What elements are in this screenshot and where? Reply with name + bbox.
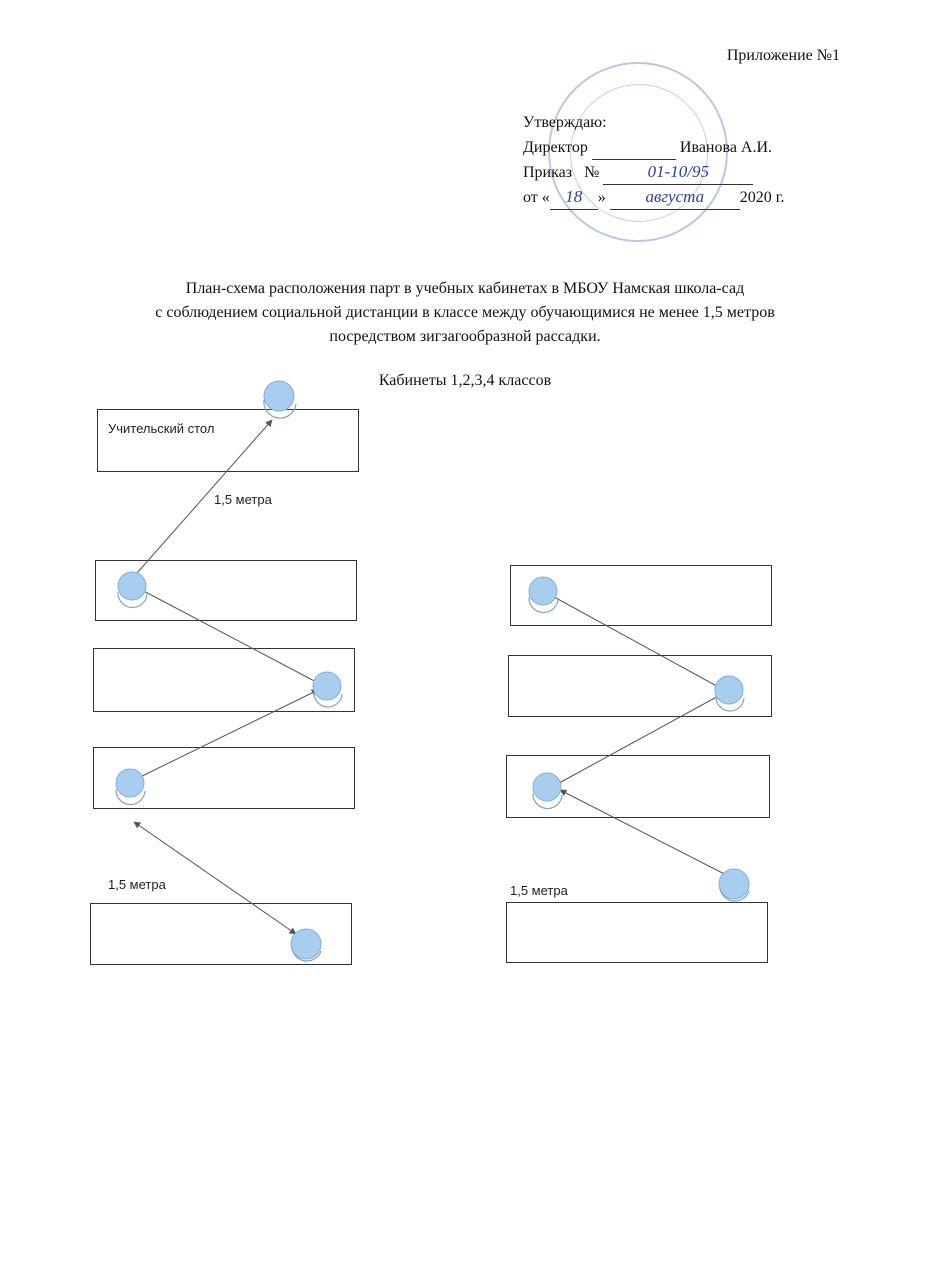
director-name: Иванова А.И. [679,139,773,156]
teacher-desk-label: Учительский стол [108,421,215,436]
title-line-2: с соблюдением социальной дистанции в классе между обучающимися не менее 1,5 метров [155,304,775,321]
order-label: Приказ [523,164,573,181]
classrooms-subtitle: Кабинеты 1,2,3,4 классов [378,372,552,389]
seat-teacher [264,381,296,418]
distance-arrow-right-1 [545,592,724,690]
title-line-3: посредством зигзагообразной рассадки. [329,328,601,345]
seat-right-4 [719,869,749,901]
distance-arrow-right-3 [560,790,742,883]
distance-arrow-left-2 [134,690,318,780]
seat-right-3 [533,773,562,809]
distance-label-top: 1,5 метра [214,492,272,507]
date-month: августа [610,185,740,210]
director-label: Директор [523,139,588,156]
distance-arrow-teacher [130,420,272,581]
seat-left-4 [291,929,321,961]
title-line-1: План-схема расположения парт в учебных кабинетах в МБОУ Намская школа-сад [185,280,745,297]
distance-arrow-left-3 [134,822,296,934]
date-close: » [597,189,606,206]
date-from: от « [523,189,550,206]
distance-label-bottom-right: 1,5 метра [510,883,568,898]
date-year: 2020 г. [739,189,785,206]
distance-arrow-left-1 [138,588,320,684]
number-sign: № [584,164,600,181]
seat-left-2 [313,672,342,707]
seat-left-3 [116,769,145,805]
seat-right-2 [715,676,744,711]
seat-left-1 [118,572,147,608]
distance-arrow-right-2 [550,694,722,788]
appendix-number: Приложение №1 [726,47,840,64]
distance-label-bottom-left: 1,5 метра [108,877,166,892]
approved-label: Утверждаю: [523,114,607,131]
order-number: 01-10/95 [603,160,753,185]
seat-right-1 [529,577,558,613]
date-day: 18 [550,185,598,210]
